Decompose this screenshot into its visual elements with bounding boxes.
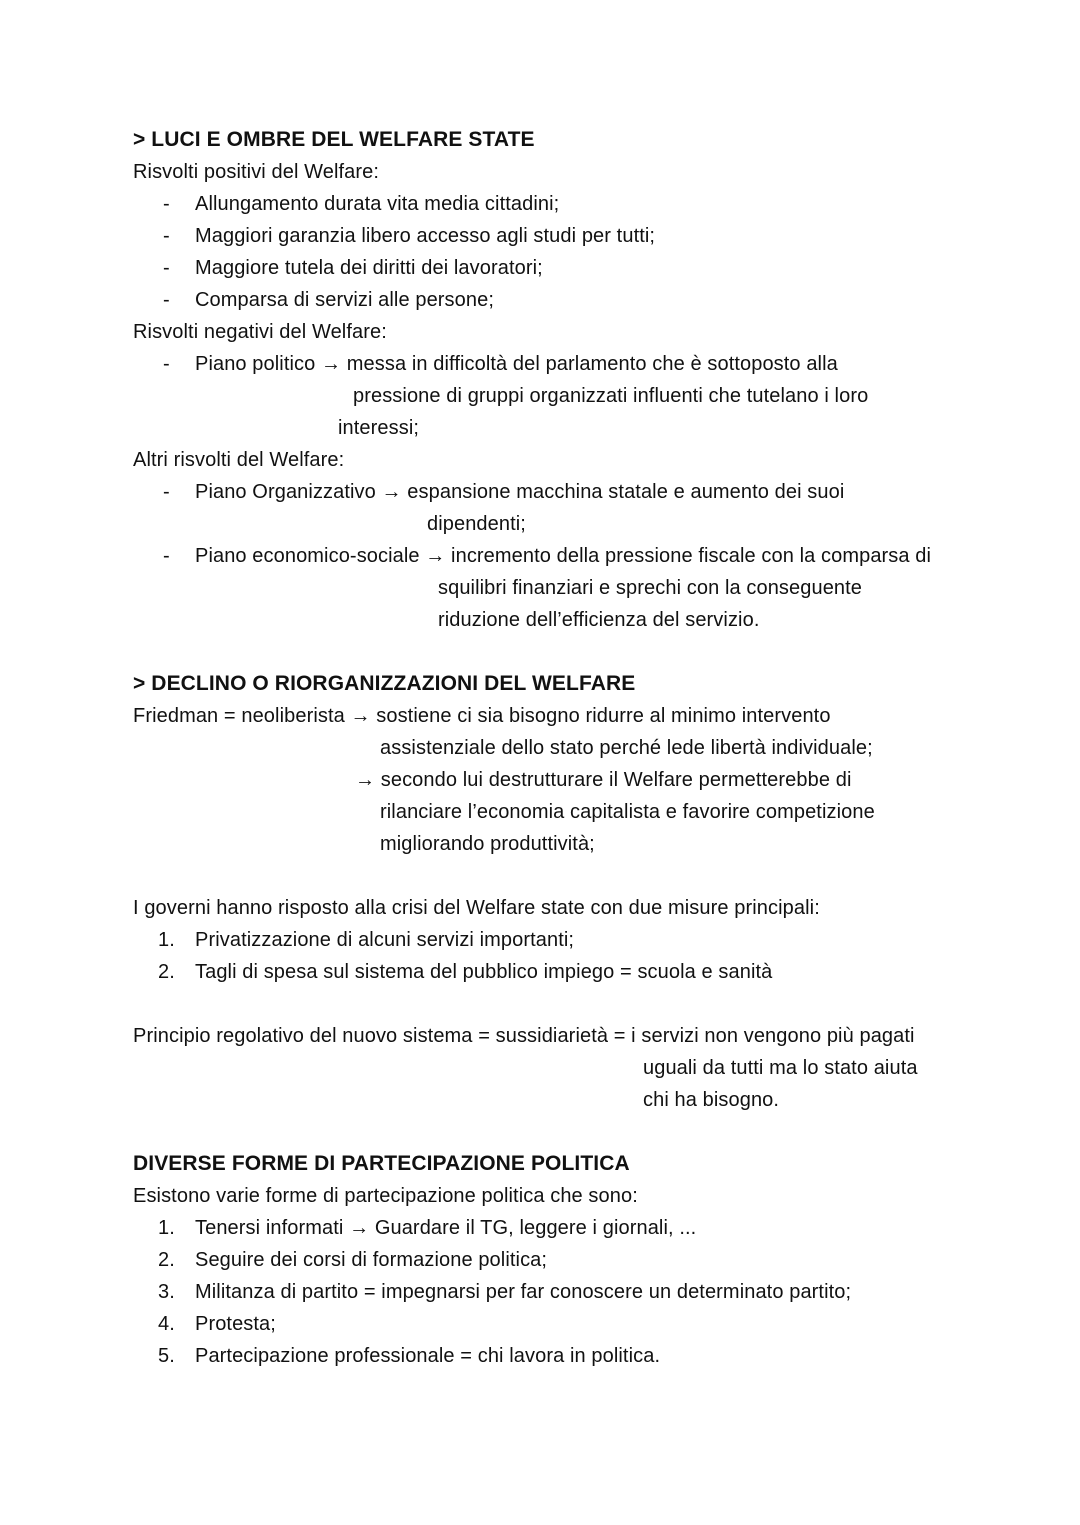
numbered-item [133, 1244, 1040, 1276]
section-heading: DIVERSE FORME DI PARTECIPAZIONE POLITICA [133, 1152, 630, 1175]
section-heading: > LUCI E OMBRE DEL WELFARE STATE [133, 128, 535, 151]
list-number: 3. [158, 1281, 175, 1303]
bullet-item [133, 348, 1040, 380]
list-number: 4. [158, 1313, 175, 1335]
paragraph-line: I governi hanno risposto alla crisi del Welfare state con due misure principali: [133, 897, 820, 919]
bullet-item [133, 188, 1040, 220]
paragraph-line: Esistono varie forme di partecipazione politica che sono: [133, 1185, 638, 1207]
numbered-item [133, 1340, 1040, 1372]
paragraph-line: Altri risvolti del Welfare: [133, 449, 345, 471]
list-item-text: Tenersi informati → Guardare il TG, leggere i giornali, ... [195, 1217, 697, 1239]
list-item-text: Tagli di spesa sul sistema del pubblico impiego = scuola e sanità [195, 961, 773, 983]
list-item-text: Protesta; [195, 1313, 276, 1335]
bullet-dash: - [163, 193, 170, 215]
list-item-text: Piano politico → messa in difficoltà del parlamento che è sottoposto alla [195, 353, 838, 375]
section-gap [133, 1116, 1040, 1148]
numbered-item [133, 924, 1040, 956]
list-item-text: Seguire dei corsi di formazione politica; [195, 1249, 548, 1271]
continuation-line: uguali da tutti ma lo stato aiuta [643, 1057, 918, 1079]
section-gap [133, 636, 1040, 668]
list-item-text: Piano Organizzativo → espansione macchina statale e aumento dei suoi [195, 481, 845, 503]
bullet-item [133, 284, 1040, 316]
list-item-text: Privatizzazione di alcuni servizi importanti; [195, 929, 575, 951]
continuation-line: pressione di gruppi organizzati influenti che tutelano i loro [353, 385, 869, 407]
list-item-text: Maggiori garanzia libero accesso agli studi per tutti; [195, 225, 656, 247]
list-item-text: Allungamento durata vita media cittadini; [195, 193, 560, 215]
continuation-line: squilibri finanziari e sprechi con la conseguente [438, 577, 863, 599]
bullet-item [133, 540, 1040, 572]
bullet-item [133, 220, 1040, 252]
section-heading: > DECLINO O RIORGANIZZAZIONI DEL WELFARE [133, 672, 636, 695]
continuation-line: chi ha bisogno. [643, 1089, 780, 1111]
list-number: 1. [158, 1217, 175, 1239]
list-number: 5. [158, 1345, 175, 1367]
continuation-line: rilanciare l’economia capitalista e favorire competizione [380, 801, 875, 823]
continuation-line: assistenziale dello stato perché lede libertà individuale; [380, 737, 873, 759]
continuation-line: migliorando produttività; [380, 833, 595, 855]
list-number: 2. [158, 1249, 175, 1271]
list-item-text: Comparsa di servizi alle persone; [195, 289, 494, 311]
bullet-dash: - [163, 289, 170, 311]
list-item-text: Maggiore tutela dei diritti dei lavoratori; [195, 257, 543, 279]
list-item-text: Piano economico-sociale → incremento della pressione fiscale con la comparsa di [195, 545, 932, 567]
bullet-item [133, 252, 1040, 284]
numbered-item [133, 1212, 1040, 1244]
paragraph-line: Principio regolativo del nuovo sistema = sussidiarietà = i servizi non vengono più pagati [133, 1025, 915, 1047]
section-gap [133, 860, 1040, 892]
paragraph-line: Friedman = neoliberista → sostiene ci sia bisogno ridurre al minimo intervento [133, 705, 831, 727]
bullet-dash: - [163, 225, 170, 247]
list-item-text: Partecipazione professionale = chi lavora in politica. [195, 1345, 661, 1367]
bullet-dash: - [163, 353, 170, 375]
bullet-item [133, 476, 1040, 508]
paragraph-line: Risvolti positivi del Welfare: [133, 161, 380, 183]
bullet-dash: - [163, 481, 170, 503]
bullet-dash: - [163, 545, 170, 567]
continuation-line: dipendenti; [427, 513, 526, 535]
continuation-line: → secondo lui destrutturare il Welfare permetterebbe di [355, 769, 852, 791]
bullet-dash: - [163, 257, 170, 279]
continuation-line: riduzione dell’efficienza del servizio. [438, 609, 760, 631]
numbered-item [133, 1308, 1040, 1340]
paragraph-line: Risvolti negativi del Welfare: [133, 321, 387, 343]
section-gap [133, 988, 1040, 1020]
list-number: 1. [158, 929, 175, 951]
list-item-text: Militanza di partito = impegnarsi per far conoscere un determinato partito; [195, 1281, 852, 1303]
numbered-item [133, 1276, 1040, 1308]
list-number: 2. [158, 961, 175, 983]
numbered-item [133, 956, 1040, 988]
continuation-line: interessi; [338, 417, 420, 439]
